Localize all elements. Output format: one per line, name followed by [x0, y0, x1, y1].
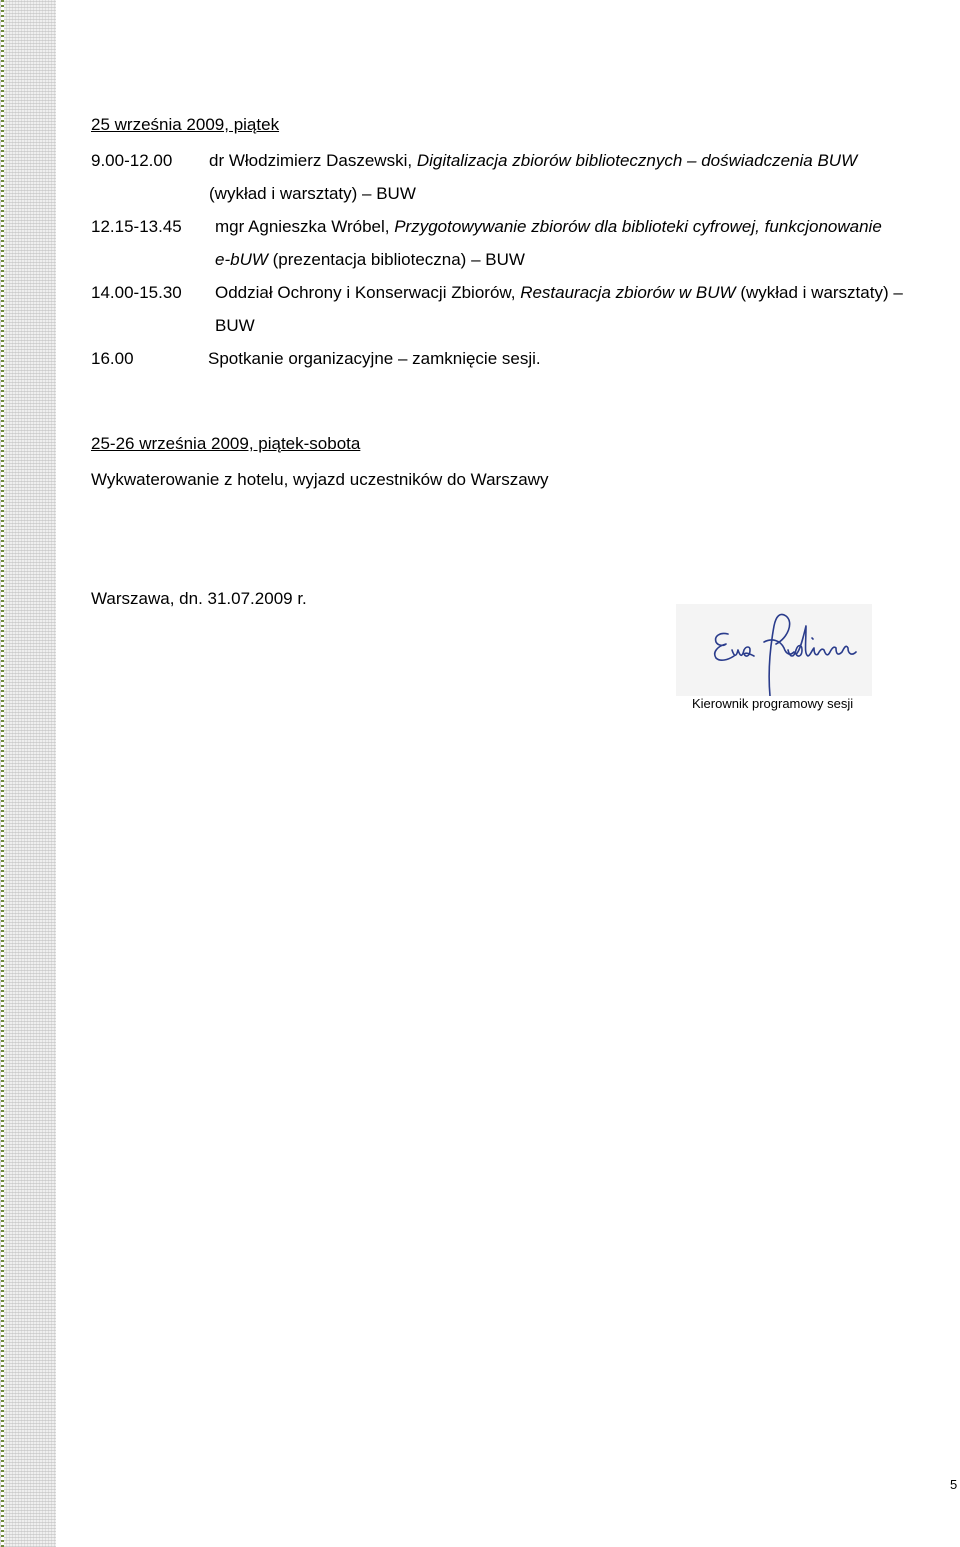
day1-heading: 25 września 2009, piątek — [91, 115, 280, 134]
place-and-date: Warszawa, dn. 31.07.2009 r. — [91, 589, 307, 608]
schedule-document — [91, 112, 951, 615]
page-margin-strip — [0, 0, 56, 1547]
entry-details: (wykład i warsztaty) – — [735, 283, 903, 302]
entry-time: 12.15-13.45 — [91, 217, 182, 236]
entry-speaker: dr Włodzimierz Daszewski, — [209, 151, 417, 170]
day2-heading: 25-26 września 2009, piątek-sobota — [91, 434, 361, 453]
entry-time: 14.00-15.30 — [91, 283, 182, 302]
day2-text: Wykwaterowanie z hotelu, wyjazd uczestników do Warszawy — [91, 470, 549, 489]
entry-title: Przygotowywanie zbiorów dla biblioteki cyfrowej, funkcjonowanie — [394, 217, 882, 236]
entry-title-continued: e-bUW — [215, 250, 268, 269]
entry-speaker: Oddział Ochrony i Konserwacji Zbiorów, — [215, 283, 521, 302]
entry-details: (wykład i warsztaty) – BUW — [209, 184, 416, 203]
entry-title: Restauracja zbiorów w BUW — [520, 283, 736, 302]
schedule-entry — [91, 210, 951, 276]
entry-description — [215, 276, 951, 342]
entry-description — [209, 144, 951, 210]
handwritten-signature — [676, 604, 872, 696]
page-margin-edge — [1, 0, 4, 1547]
schedule-entry — [91, 276, 951, 342]
schedule-entry — [91, 144, 951, 210]
signature-caption: Kierownik programowy sesji — [692, 696, 854, 711]
schedule-entry — [91, 342, 951, 375]
entry-description — [215, 210, 951, 276]
entry-time: 16.00 — [91, 349, 134, 368]
entry-location: BUW — [215, 316, 255, 335]
entry-speaker: mgr Agnieszka Wróbel, — [215, 217, 395, 236]
entry-details: (prezentacja biblioteczna) – BUW — [267, 250, 525, 269]
page-number: 5 — [950, 1477, 958, 1492]
entry-description: Spotkanie organizacyjne – zamknięcie sesji. — [208, 349, 541, 368]
entry-time: 9.00-12.00 — [91, 151, 173, 170]
signature-block — [676, 604, 872, 716]
entry-title: Digitalizacja zbiorów bibliotecznych – doświadczenia BUW — [416, 151, 858, 170]
